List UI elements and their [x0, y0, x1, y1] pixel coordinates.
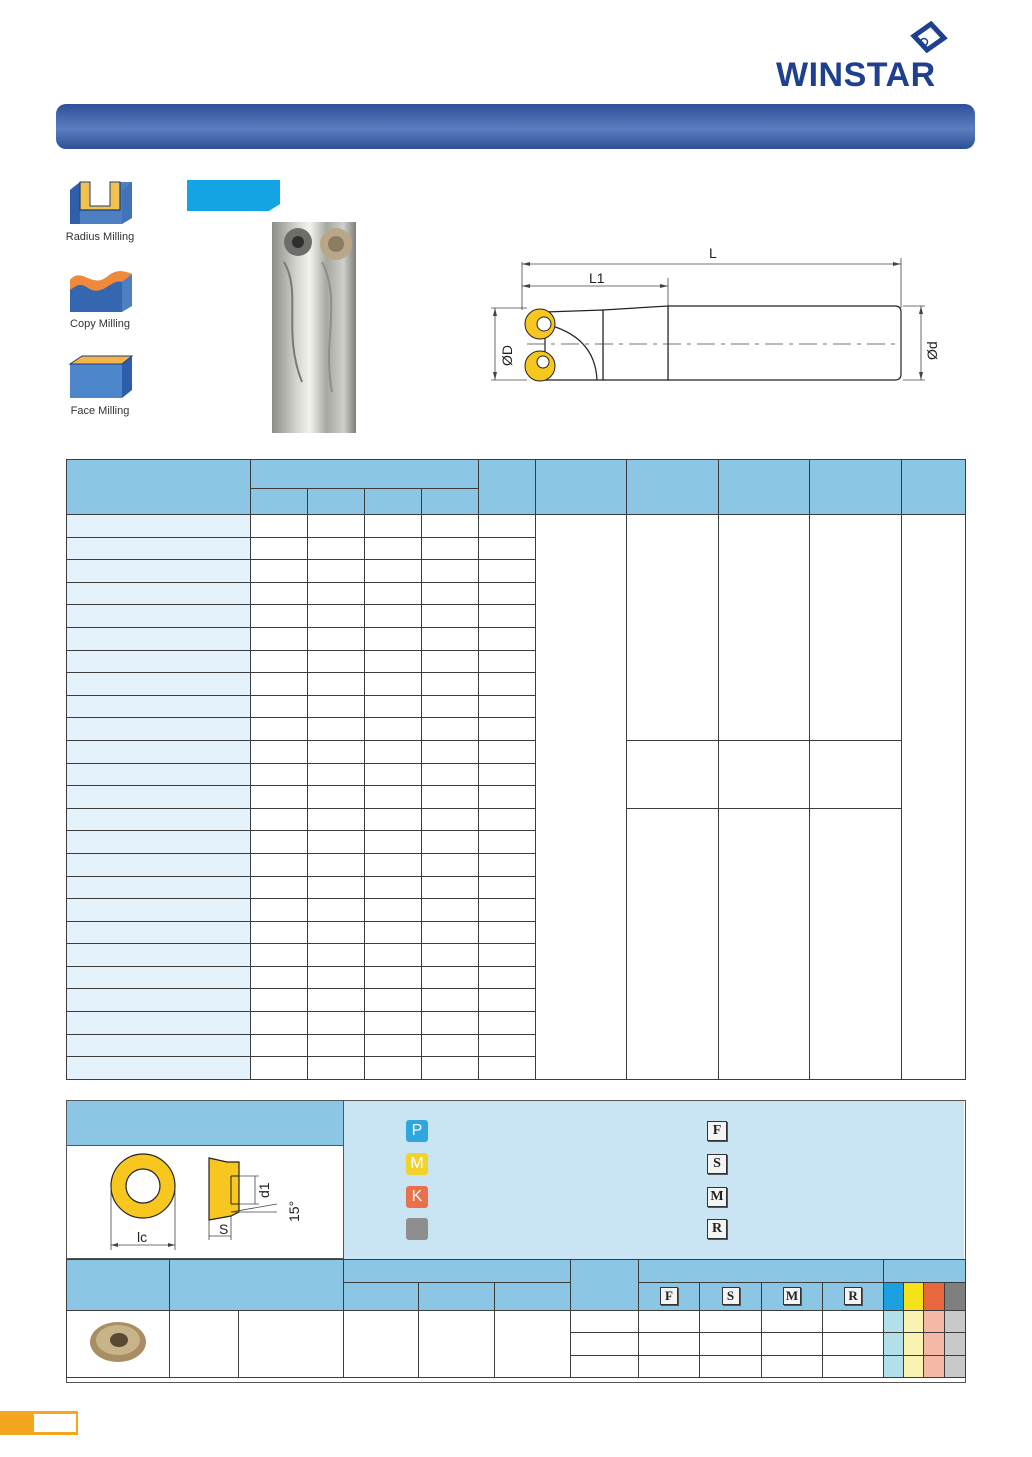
table-row	[67, 808, 966, 831]
insert-diagram	[67, 1146, 344, 1259]
radius-milling-icon	[68, 180, 134, 226]
insert-drawing-icon	[67, 1146, 343, 1258]
condition-r-icon: R	[844, 1287, 862, 1305]
condition-m-icon: M	[707, 1187, 727, 1207]
insert-header-row-1	[67, 1260, 966, 1283]
condition-m-icon: M	[783, 1287, 801, 1305]
tool-dimension-drawing	[485, 240, 955, 390]
hole-dimension-label: d1	[256, 1182, 272, 1198]
cutter-head-icon	[272, 222, 356, 433]
product-photo	[272, 222, 356, 433]
material-k-badge: K	[406, 1186, 428, 1208]
condition-f-icon: F	[707, 1121, 727, 1141]
angle-label: 15°	[286, 1200, 302, 1222]
condition-r-icon: R	[707, 1219, 727, 1239]
cutter-diameter-label: ØD	[499, 345, 515, 366]
condition-s-icon: S	[707, 1154, 727, 1174]
material-other-badge	[406, 1218, 428, 1240]
page-tab	[0, 1411, 78, 1435]
face-milling-label: Face Milling	[70, 405, 130, 417]
table-row	[67, 740, 966, 763]
insert-table	[66, 1259, 966, 1378]
table-row	[67, 1310, 966, 1333]
spec-header-row-1	[67, 460, 966, 489]
condition-s-icon: S	[722, 1287, 740, 1305]
material-p-badge: P	[406, 1120, 428, 1142]
title-banner	[56, 104, 975, 149]
radius-milling-label: Radius Milling	[65, 231, 135, 243]
material-legend	[344, 1101, 964, 1260]
thickness-label: S	[219, 1221, 229, 1237]
logo-text: WINSTAR	[776, 56, 936, 94]
copy-milling-icon	[68, 266, 134, 314]
insert-header	[67, 1101, 344, 1146]
face-milling-icon	[68, 354, 134, 400]
insert-photo	[83, 1317, 153, 1367]
application-list	[50, 178, 150, 428]
series-tag	[187, 180, 280, 211]
flute-length-label: L1	[589, 270, 605, 286]
edge-length-label: lc	[137, 1229, 148, 1245]
shank-diameter-label: Ød	[924, 341, 940, 360]
copy-milling-label: Copy Milling	[70, 318, 130, 330]
material-m-badge: M	[406, 1153, 428, 1175]
table-row	[67, 515, 966, 538]
logo	[776, 20, 976, 100]
page-tab-inner	[34, 1414, 76, 1432]
spec-table	[66, 459, 966, 1080]
condition-f-icon: F	[660, 1287, 678, 1305]
length-label: L	[709, 245, 717, 261]
